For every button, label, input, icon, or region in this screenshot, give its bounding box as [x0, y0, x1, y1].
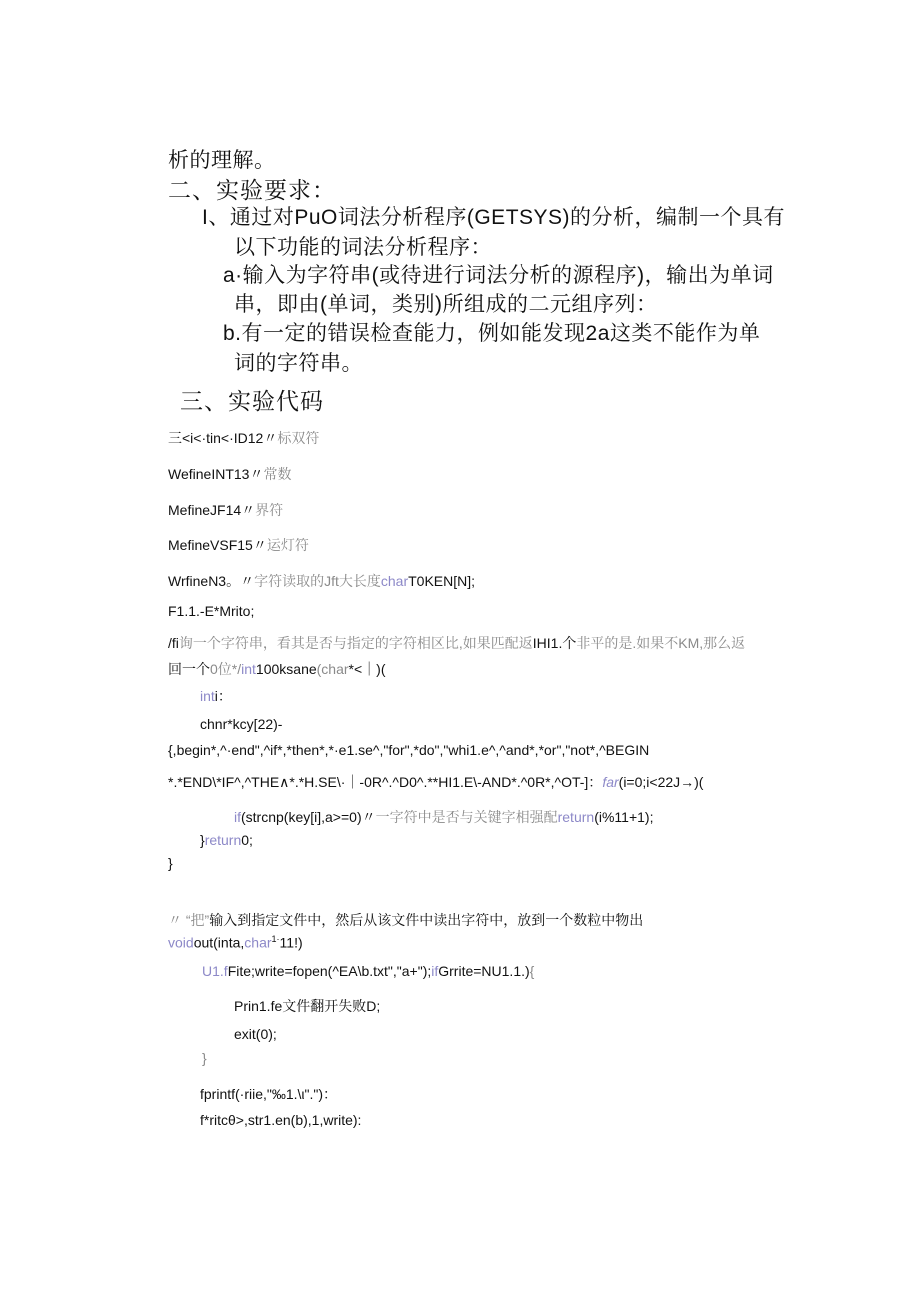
code-comment: 0位*/	[210, 661, 242, 677]
code-keyword: char	[244, 934, 272, 951]
code-text: WrfineN3。〃	[168, 573, 255, 589]
code-keyword: return	[557, 809, 595, 825]
code-text: *.*END\*IF^,^THE∧*.*H.SE\·｜-0R^.^D0^.**HI1.E\-AND*.^0R*,^OT-]：	[168, 774, 603, 790]
requirement-b-line-1: b.有一定的错误检查能力，例如能发现2a这类不能作为单	[223, 322, 761, 345]
code-text: Fite;write=fopen(^EA\b.txt","a+");	[227, 963, 432, 979]
code-text: }	[200, 832, 205, 848]
code-line-void-out	[168, 934, 303, 951]
code-line-fprintf: fprintf(·riie,"‰1.\ι".")：	[200, 1086, 338, 1102]
section-3-heading: 三、实验代码	[180, 389, 324, 414]
code-line-key-array: chnr*kcy[22)-	[200, 716, 283, 732]
code-keyword: int	[241, 661, 256, 677]
code-text: Grrite=NU1.1.)	[438, 963, 530, 979]
requirement-b-line-2: 词的字符串。	[234, 352, 363, 375]
code-comment: 运灯符	[266, 537, 309, 553]
code-keyword: void	[168, 934, 194, 951]
code-keyword: char	[380, 573, 409, 589]
code-line-keywords-2	[168, 772, 703, 792]
code-line-return-0	[200, 832, 253, 848]
code-line-keywords-1: {,begin*,^·end",^if*,*then*,*·e1.se^,"for",*do","whi1.e^,^and*,*or","not*,^BEGIN	[168, 742, 650, 758]
code-text: MefineJF14〃	[168, 502, 256, 518]
code-text: 三<i<·tin<·ID12〃	[168, 430, 278, 446]
code-line-file-decl: F1.1.-E*Mrito;	[168, 603, 255, 619]
code-comment: 标双符	[277, 430, 320, 446]
requirement-a-line-1: a·输入为字符串(或待进行词法分析的源程序)，输出为单词	[223, 264, 774, 287]
code-line-define-n	[168, 571, 475, 591]
code-line-out-comment	[168, 910, 643, 930]
code-text: 回一个	[168, 661, 210, 677]
code-comment: 一字符中是否与关键字相强配	[375, 809, 558, 825]
code-text: (i%11+1);	[594, 809, 654, 825]
code-line-define-jf	[168, 500, 283, 520]
code-line-comment-2	[168, 659, 386, 679]
code-text: i：	[214, 688, 232, 704]
code-comment: {	[529, 963, 535, 979]
code-line-define-ysf	[168, 535, 309, 555]
code-line-close-brace: }	[168, 855, 173, 871]
code-line-close-brace-2: }	[202, 1050, 207, 1066]
code-keyword: if	[431, 963, 439, 979]
code-keyword: return	[204, 832, 242, 848]
code-text: out(inta,	[193, 934, 245, 951]
code-comment: 字符读取的Jft大长度	[254, 573, 381, 589]
code-line-if-strcmp	[234, 807, 653, 827]
code-line-fwrite: f*ritcθ>,str1.en(b),1,write):	[200, 1112, 362, 1128]
code-text: MefineVSF15〃	[168, 537, 267, 553]
code-comment: 界符	[255, 502, 284, 518]
code-keyword: far	[602, 774, 619, 790]
code-comment: (char	[316, 661, 349, 677]
code-line-int-i	[200, 686, 232, 706]
code-comment: 询一个字符串，看其是否与指定的字符相区比,如果匹配返	[178, 635, 533, 651]
code-text: T0KEN[N];	[408, 573, 476, 589]
code-keyword: int	[200, 688, 215, 704]
requirement-a-line-2: 串，即由(单词，类别)所组成的二元组序列：	[234, 293, 658, 316]
code-text: (strcnp(key[i],a>=0)〃	[241, 809, 376, 825]
code-line-define-id	[168, 428, 319, 448]
code-text: 1·	[271, 934, 280, 944]
code-comment: 非平的是.如果不KM,那么返	[576, 635, 746, 651]
code-text: 输入到指定文件中，然后从该文件中读出字符中，放到一个数粒中物出	[209, 912, 644, 928]
code-line-printf-error: Prin1.fe文件翻开失败D;	[234, 998, 381, 1014]
code-line-comment-1	[168, 633, 745, 653]
code-line-define-int	[168, 464, 291, 484]
section-2-heading: 二、实验要求：	[168, 178, 336, 203]
code-text: 11!)	[279, 934, 303, 951]
code-line-fopen	[202, 963, 534, 979]
intro-tail: 析的理解。	[168, 148, 276, 172]
code-text: WefineINT13〃	[168, 466, 264, 482]
code-text: *<｜)(	[348, 661, 386, 677]
requirement-1-line-1: I、通过对PuO词法分析程序(GETSYS)的分析，编制一个具有	[202, 206, 786, 229]
code-line-exit: exit(0);	[234, 1026, 277, 1042]
requirement-1-line-2: 以下功能的词法分析程序：	[234, 236, 492, 259]
code-text: 0;	[241, 832, 253, 848]
code-text: 100ksane	[255, 661, 317, 677]
code-comment: 常数	[263, 466, 292, 482]
code-comment: 〃 “把”	[168, 912, 210, 928]
code-text: /fi	[168, 635, 179, 651]
code-text: IHI1.个	[532, 635, 577, 651]
code-keyword: if	[234, 809, 241, 825]
code-text: (i=0;i<22J→)(	[618, 774, 704, 790]
code-keyword: U1.f	[202, 963, 228, 979]
